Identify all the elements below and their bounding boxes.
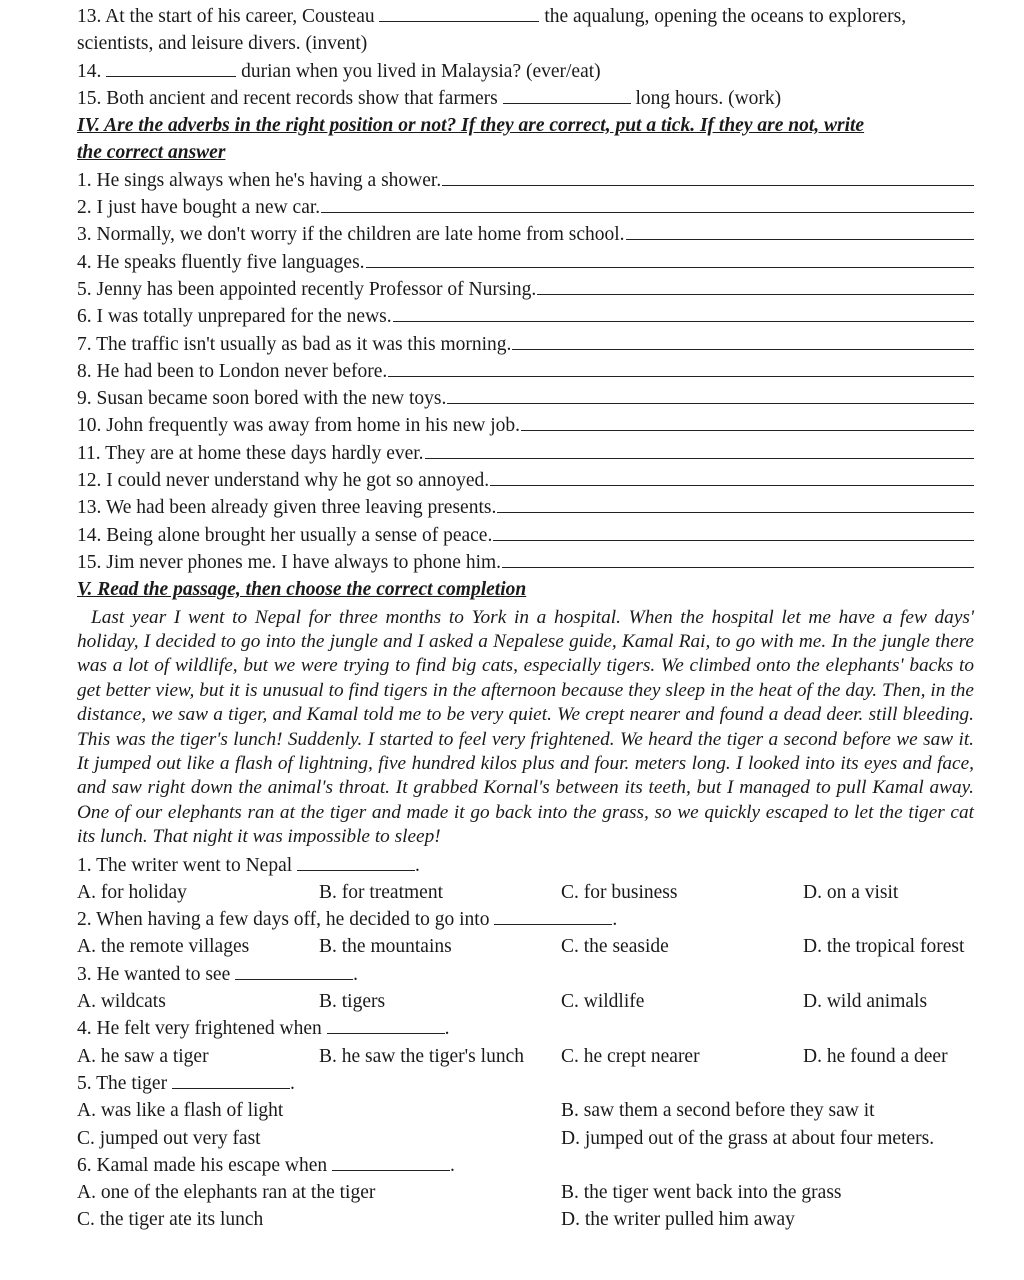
answer-line[interactable] <box>537 276 974 295</box>
answer-line[interactable] <box>512 331 974 350</box>
item-text: 6. I was totally unprepared for the news. <box>77 306 392 328</box>
answer-blank[interactable] <box>297 852 415 871</box>
answer-option[interactable]: D. wild animals <box>803 991 928 1013</box>
item-text: 9. Susan became soon bored with the new toys. <box>77 388 447 410</box>
answer-option[interactable]: D. on a visit <box>803 881 899 903</box>
options-row <box>77 933 974 960</box>
answer-line[interactable] <box>490 467 974 486</box>
answer-option[interactable]: A. wildcats <box>77 991 166 1013</box>
item-text: 13. We had been already given three leaving presents. <box>77 497 497 519</box>
answer-blank[interactable] <box>235 961 353 980</box>
answer-blank[interactable] <box>172 1070 290 1089</box>
adverb-item <box>77 494 974 521</box>
question-stem <box>77 961 974 988</box>
answer-line[interactable] <box>447 385 974 404</box>
options-row <box>77 1125 974 1152</box>
answer-option[interactable]: D. the tropical forest <box>803 936 965 958</box>
item-text: 2. I just have bought a new car. <box>77 197 321 219</box>
questions-list <box>77 852 974 1234</box>
answer-line[interactable] <box>521 412 974 431</box>
answer-blank[interactable] <box>327 1015 445 1034</box>
period: . <box>289 1072 295 1094</box>
item-text: 12. I could never understand why he got so annoyed. <box>77 470 490 492</box>
answer-line[interactable] <box>393 303 974 322</box>
answer-line[interactable] <box>388 358 974 377</box>
period: . <box>444 1018 450 1040</box>
item-text: 14. Being alone brought her usually a sense of peace. <box>77 524 493 546</box>
adverb-item <box>77 412 974 439</box>
answer-blank[interactable] <box>106 58 236 77</box>
question-text: 3. He wanted to see <box>77 963 236 985</box>
question-text: 4. He felt very frightened when <box>77 1018 327 1040</box>
item-text: 8. He had been to London never before. <box>77 360 388 382</box>
section-4-heading: IV. Are the adverbs in the right position or not? If they are correct, put a tick. If they are not, write <box>77 115 865 137</box>
adverb-item <box>77 303 974 330</box>
item-text: 10. John frequently was away from home in his new job. <box>77 415 520 437</box>
question-stem <box>77 852 974 879</box>
answer-option[interactable]: B. the mountains <box>319 936 452 958</box>
answer-option[interactable]: C. jumped out very fast <box>77 1127 261 1149</box>
exercise-item-13 <box>77 3 974 30</box>
adverb-item <box>77 358 974 385</box>
answer-blank[interactable] <box>332 1152 450 1171</box>
reading-passage <box>77 606 974 850</box>
options-row <box>77 1206 974 1233</box>
passage-text: Last year I went to Nepal for three months to York in a hospital. When the hospital let me have a few days' holiday, I decided to go into the jungle and I asked a Nepalese guide, Kamal Rai, to go with me. In the jungle there was a lot of wildlife, but we were trying to find big cats, especially tigers. We climbed onto the elephants' backs to get better view, but it is unusual to find tigers in the afternoon because they sleep in the heat of the day. Then, in the distance, we saw a tiger, and Kamal told me to be very quiet. We crept nearer and found a dead deer. still bleeding. This was the tiger's lunch! Suddenly. I started to feel very frightened. We heard the tiger a second before we saw it. It jumped out like a flash of lightning, five hundred kilos plus and four. meters long. I looked into its eyes and face, and saw right down the animal's throat. It grabbed Kornal's between its teeth, but I managed to pull Kamal away. One of our elephants ran at the tiger and made it go back into the grass, so we quickly escaped to let the tiger cat its lunch. That night it was impossible to sleep! <box>77 606 974 848</box>
exercise-item-15 <box>77 85 974 112</box>
answer-option[interactable]: B. for treatment <box>319 881 443 903</box>
answer-line[interactable] <box>442 167 974 186</box>
answer-option[interactable]: A. the remote villages <box>77 936 250 958</box>
question-stem <box>77 1152 974 1179</box>
answer-option[interactable]: D. jumped out of the grass at about four meters. <box>561 1127 935 1149</box>
adverb-item <box>77 385 974 412</box>
options-row <box>77 1097 974 1124</box>
adverb-item <box>77 249 974 276</box>
period: . <box>450 1154 455 1176</box>
answer-option[interactable]: A. one of the elephants ran at the tiger <box>77 1182 376 1204</box>
item-text: 7. The traffic isn't usually as bad as it was this morning. <box>77 333 512 355</box>
item-text: 11. They are at home these days hardly ever. <box>77 442 424 464</box>
item-text: the aqualung, opening the oceans to explorers, <box>539 6 907 27</box>
answer-option[interactable]: A. he saw a tiger <box>77 1045 209 1067</box>
answer-option[interactable]: B. he saw the tiger's lunch <box>319 1045 524 1067</box>
answer-option[interactable]: B. the tiger went back into the grass <box>561 1182 842 1204</box>
adverb-item <box>77 331 974 358</box>
section-5-heading: V. Read the passage, then choose the correct completion <box>77 579 527 601</box>
adverb-item <box>77 276 974 303</box>
answer-option[interactable]: C. wildlife <box>561 991 645 1013</box>
answer-line[interactable] <box>321 194 974 213</box>
answer-blank[interactable] <box>494 906 612 925</box>
item-text: 15. Jim never phones me. I have always to phone him. <box>77 551 502 573</box>
answer-line[interactable] <box>493 522 974 541</box>
options-row <box>77 879 974 906</box>
answer-option[interactable]: C. the tiger ate its lunch <box>77 1209 264 1231</box>
answer-line[interactable] <box>626 221 974 240</box>
adverb-item <box>77 221 974 248</box>
exercise-item-14 <box>77 58 974 85</box>
item-text: 13. At the start of his career, Cousteau <box>77 6 380 27</box>
section-4-heading-cont: the correct answer <box>77 142 226 164</box>
question-text: 5. The tiger <box>77 1072 172 1094</box>
answer-option[interactable]: D. he found a deer <box>803 1045 948 1067</box>
options-row <box>77 988 974 1015</box>
adverb-item <box>77 467 974 494</box>
question-stem <box>77 1015 974 1042</box>
adverb-item <box>77 167 974 194</box>
period: . <box>415 854 420 876</box>
adverb-item <box>77 194 974 221</box>
item-text: durian when you lived in Malaysia? (ever/eat) <box>236 60 601 82</box>
period: . <box>612 909 618 931</box>
item-text: 4. He speaks fluently five languages. <box>77 251 365 273</box>
adverb-items <box>77 167 974 576</box>
adverb-item <box>77 522 974 549</box>
item-text: 3. Normally, we don't worry if the children are late home from school. <box>77 224 625 246</box>
answer-option[interactable]: C. for business <box>561 881 678 903</box>
options-row <box>77 1043 974 1070</box>
answer-option[interactable]: B. tigers <box>319 991 386 1013</box>
adverb-item <box>77 549 974 576</box>
adverb-item <box>77 440 974 467</box>
item-text: 1. He sings always when he's having a shower. <box>77 169 442 191</box>
answer-option[interactable]: D. the writer pulled him away <box>561 1209 795 1231</box>
answer-line[interactable] <box>497 494 974 513</box>
answer-line[interactable] <box>502 549 974 568</box>
answer-option[interactable]: A. was like a flash of light <box>77 1100 284 1122</box>
answer-option[interactable]: A. for holiday <box>77 881 187 903</box>
exercise-item-13-cont: scientists, and leisure divers. (invent) <box>77 33 368 55</box>
question-text: 2. When having a few days off, he decided to go into <box>77 909 495 931</box>
question-text: 1. The writer went to Nepal <box>77 854 298 876</box>
answer-option[interactable]: B. saw them a second before they saw it <box>561 1100 875 1122</box>
item-text: long hours. (work) <box>630 87 782 109</box>
question-stem <box>77 1070 974 1097</box>
answer-blank[interactable] <box>503 85 631 104</box>
period: . <box>353 963 358 985</box>
item-text: 5. Jenny has been appointed recently Professor of Nursing. <box>77 278 537 300</box>
answer-line[interactable] <box>366 249 974 268</box>
item-text: 15. Both ancient and recent records show that farmers <box>77 87 503 109</box>
answer-option[interactable]: C. the seaside <box>561 936 669 958</box>
question-stem <box>77 906 974 933</box>
answer-blank[interactable] <box>379 3 539 22</box>
answer-option[interactable]: C. he crept nearer <box>561 1045 700 1067</box>
question-text: 6. Kamal made his escape when <box>77 1154 333 1176</box>
options-row <box>77 1179 974 1206</box>
answer-line[interactable] <box>425 440 974 459</box>
item-text: 14. <box>77 60 107 82</box>
